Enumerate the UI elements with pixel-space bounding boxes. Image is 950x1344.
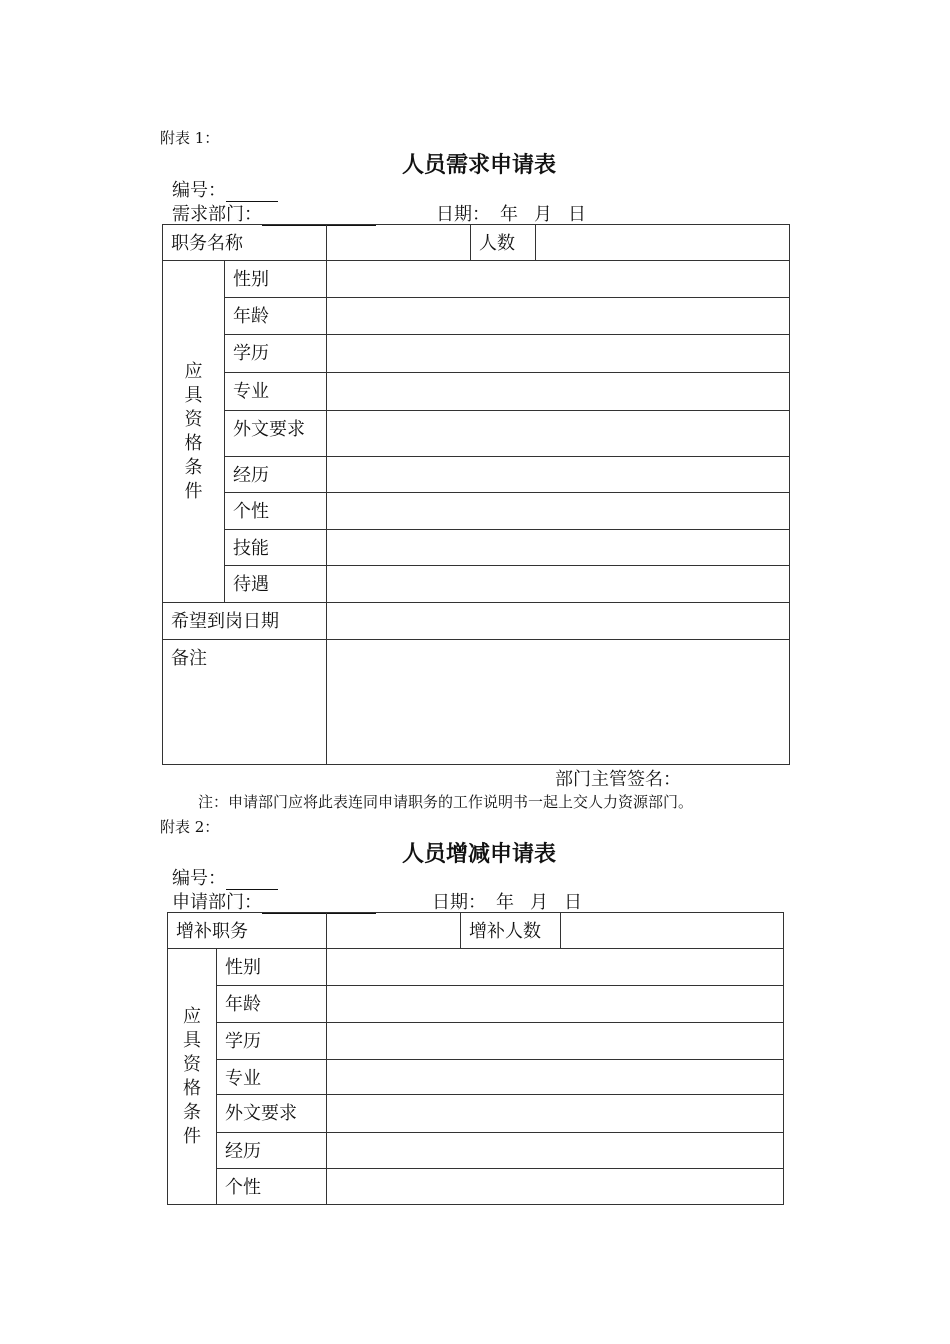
attachment-label-2: 附表 2： xyxy=(160,818,220,836)
row-label-personality: 个性 xyxy=(217,1169,327,1205)
headcount-input[interactable] xyxy=(536,225,790,261)
request-table-1 xyxy=(162,224,790,765)
dept-field-1 xyxy=(172,200,376,226)
row-label-skills: 技能 xyxy=(225,530,327,566)
row-label-personality: 个性 xyxy=(225,493,327,530)
row-label-language: 外文要求 xyxy=(225,411,327,457)
headcount-label: 人数 xyxy=(471,225,536,261)
row-label-age: 年龄 xyxy=(217,986,327,1023)
headcount-input[interactable] xyxy=(561,913,784,949)
request-table-2 xyxy=(167,912,784,1205)
date-field-2 xyxy=(432,888,582,914)
number-field-1 xyxy=(172,176,278,202)
qualifications-label: 应 具 资 格 条 件 xyxy=(168,949,217,1205)
remarks-input[interactable] xyxy=(327,640,790,765)
number-label: 编号： xyxy=(172,180,226,201)
experience-input[interactable] xyxy=(327,1133,784,1169)
personality-input[interactable] xyxy=(327,1169,784,1205)
date-field-1 xyxy=(436,200,586,226)
row-label-language: 外文要求 xyxy=(217,1095,327,1133)
education-input[interactable] xyxy=(327,335,790,373)
row-label-gender: 性别 xyxy=(225,261,327,298)
personality-input[interactable] xyxy=(327,493,790,530)
form-title-1: 人员需求申请表 xyxy=(402,152,557,178)
form-note: 注：申请部门应将此表连同申请职务的工作说明书一起上交人力资源部门。 xyxy=(198,793,694,811)
arrival-date-label: 希望到岗日期 xyxy=(163,603,327,640)
position-label: 增补职务 xyxy=(168,913,327,949)
dept-label: 需求部门： xyxy=(172,204,262,225)
row-label-major: 专业 xyxy=(225,373,327,411)
age-input[interactable] xyxy=(327,298,790,335)
date-month: 月 xyxy=(530,892,548,913)
date-year: 年 xyxy=(500,204,518,225)
date-label: 日期： xyxy=(436,204,490,225)
language-input[interactable] xyxy=(327,411,790,457)
major-input[interactable] xyxy=(327,1060,784,1095)
major-input[interactable] xyxy=(327,373,790,411)
form-title-2: 人员增减申请表 xyxy=(402,841,557,867)
date-label: 日期： xyxy=(432,892,486,913)
manager-sign-label: 部门主管签名： xyxy=(555,769,681,790)
experience-input[interactable] xyxy=(327,457,790,493)
date-year: 年 xyxy=(496,892,514,913)
date-day: 日 xyxy=(568,204,586,225)
row-label-major: 专业 xyxy=(217,1060,327,1095)
row-label-experience: 经历 xyxy=(217,1133,327,1169)
education-input[interactable] xyxy=(327,1023,784,1060)
attachment-label-1: 附表 1： xyxy=(160,129,220,147)
date-month: 月 xyxy=(534,204,552,225)
age-input[interactable] xyxy=(327,986,784,1023)
row-label-education: 学历 xyxy=(217,1023,327,1060)
arrival-date-input[interactable] xyxy=(327,603,790,640)
position-input[interactable] xyxy=(327,913,461,949)
skills-input[interactable] xyxy=(327,530,790,566)
number-label: 编号： xyxy=(172,868,226,889)
position-input[interactable] xyxy=(327,225,471,261)
row-label-gender: 性别 xyxy=(217,949,327,986)
dept-label: 申请部门： xyxy=(172,892,262,913)
gender-input[interactable] xyxy=(327,949,784,986)
date-day: 日 xyxy=(564,892,582,913)
position-label: 职务名称 xyxy=(163,225,327,261)
number-field-2 xyxy=(172,864,278,890)
row-label-age: 年龄 xyxy=(225,298,327,335)
dept-field-2 xyxy=(172,888,376,914)
headcount-label: 增补人数 xyxy=(461,913,561,949)
salary-input[interactable] xyxy=(327,566,790,603)
language-input[interactable] xyxy=(327,1095,784,1133)
row-label-experience: 经历 xyxy=(225,457,327,493)
remarks-label: 备注 xyxy=(163,640,327,765)
row-label-education: 学历 xyxy=(225,335,327,373)
qualifications-label: 应 具 资 格 条 件 xyxy=(163,261,225,603)
row-label-salary: 待遇 xyxy=(225,566,327,603)
gender-input[interactable] xyxy=(327,261,790,298)
